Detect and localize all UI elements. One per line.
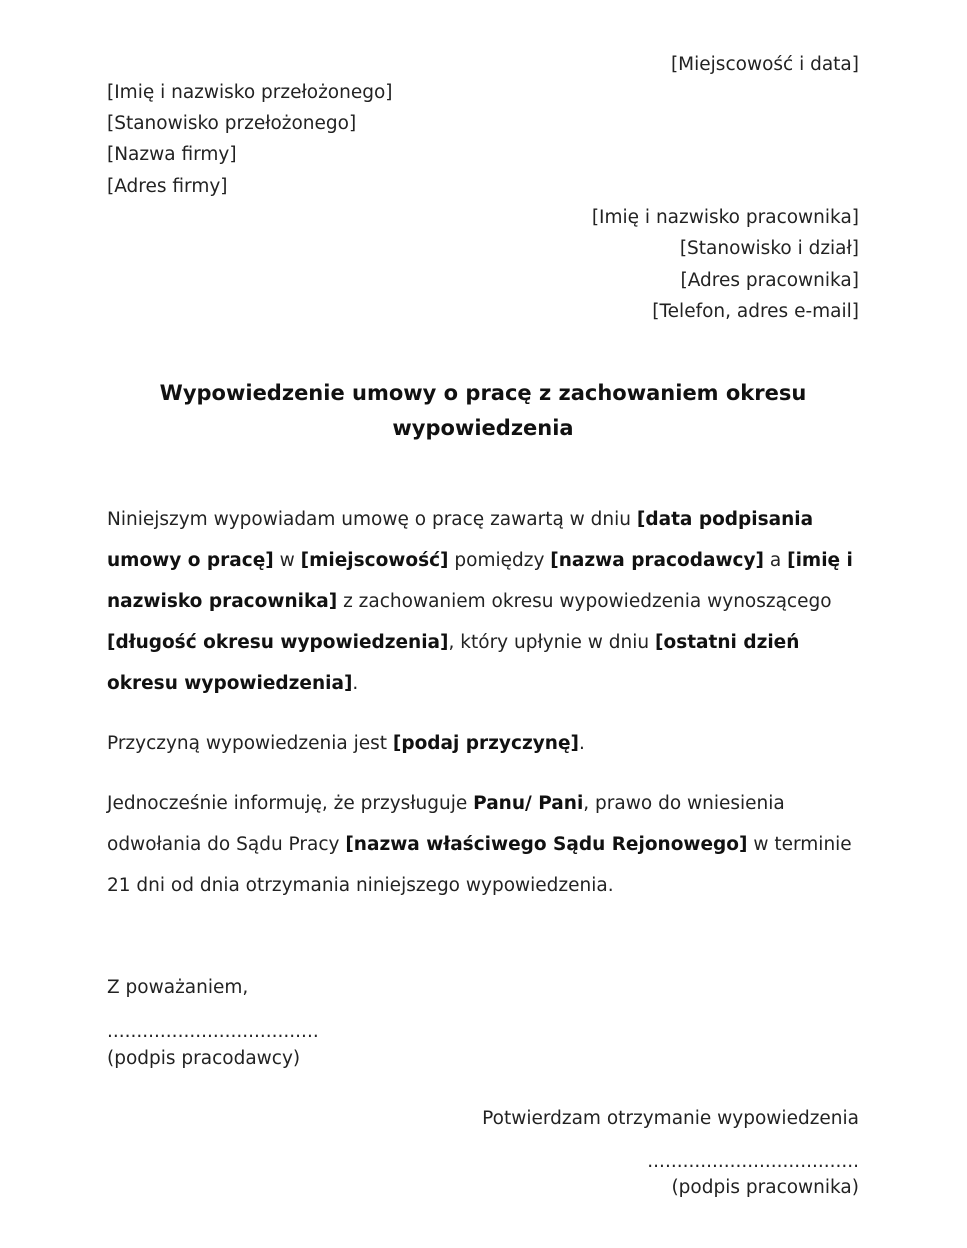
employer-name: [Imię i nazwisko przełożonego] xyxy=(107,82,393,103)
employer-company: [Nazwa firmy] xyxy=(107,144,237,165)
p1-text-5: z zachowaniem okresu wypowiedzenia wynoszącego xyxy=(337,591,832,612)
paragraph-termination xyxy=(107,499,859,704)
employer-position: [Stanowisko przełożonego] xyxy=(107,113,357,134)
p2-text-1: Przyczyną wypowiedzenia jest xyxy=(107,733,393,754)
p1-text-2: w xyxy=(273,550,301,571)
p1-text-4: a xyxy=(764,550,788,571)
p1-text-7: . xyxy=(352,673,359,694)
p1-contract-date: [data podpisania umowy o pracę] xyxy=(107,509,814,571)
place-date: [Miejscowość i data] xyxy=(670,54,859,75)
employee-contact: [Telefon, adres e-mail] xyxy=(652,301,859,322)
p1-employer-name: [nazwa pracodawcy] xyxy=(550,550,765,571)
p1-place: [miejscowość] xyxy=(300,550,449,571)
receipt-confirmation: Potwierdzam otrzymanie wypowiedzenia xyxy=(482,1108,859,1129)
p3-text-1: Jednocześnie informuję, że przysługuje xyxy=(107,793,474,814)
document-title-line1: Wypowiedzenie umowy o pracę z zachowaniem okresu xyxy=(159,381,807,405)
document-page xyxy=(107,0,859,1248)
document-title-line2: wypowiedzenia xyxy=(392,416,574,440)
paragraph-appeal xyxy=(107,783,859,906)
p1-text-1: Niniejszym wypowiadam umowę o pracę zawartą w dniu xyxy=(107,509,637,530)
p1-last-day: [ostatni dzień okresu wypowiedzenia] xyxy=(107,632,800,694)
p1-text-6: , który upłynie w dniu xyxy=(448,632,656,653)
p3-text-3: w terminie 21 dni od dnia otrzymania niniejszego wypowiedzenia. xyxy=(107,834,852,896)
p3-text-2: , prawo do wniesienia odwołania do Sądu Pracy xyxy=(107,793,785,855)
p1-text-3: pomiędzy xyxy=(448,550,551,571)
employee-signature-label: (podpis pracownika) xyxy=(671,1177,859,1198)
closing-greeting: Z poważaniem, xyxy=(107,977,249,998)
p2-reason: [podaj przyczynę] xyxy=(392,733,579,754)
p3-court-name: [nazwa właściwego Sądu Rejonowego] xyxy=(345,834,748,855)
employee-signature-line: .................................... xyxy=(647,1151,859,1172)
p3-addressee: Panu/ Pani xyxy=(473,793,584,814)
p2-text-2: . xyxy=(578,733,585,754)
employer-address: [Adres firmy] xyxy=(107,176,228,197)
employee-address: [Adres pracownika] xyxy=(680,270,859,291)
p1-employee-name: [imię i nazwisko pracownika] xyxy=(107,550,853,612)
employer-signature-line: .................................... xyxy=(107,1021,319,1042)
p1-notice-length: [długość okresu wypowiedzenia] xyxy=(107,632,449,653)
employer-signature-label: (podpis pracodawcy) xyxy=(107,1048,301,1069)
paragraph-reason xyxy=(107,723,859,764)
employee-name: [Imię i nazwisko pracownika] xyxy=(591,207,859,228)
employee-position: [Stanowisko i dział] xyxy=(679,238,859,259)
document-title xyxy=(107,376,859,446)
